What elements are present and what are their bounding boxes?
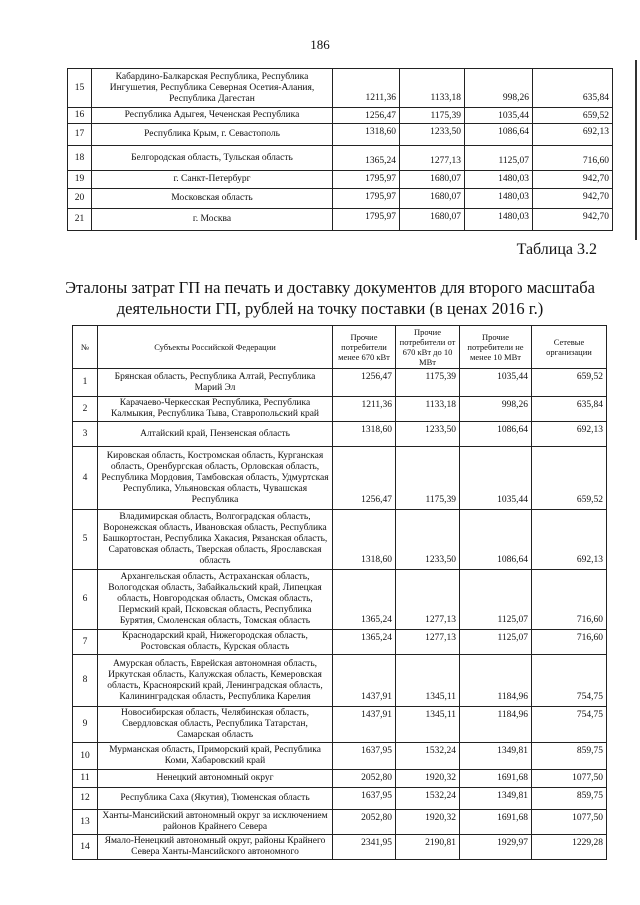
table-row bbox=[73, 810, 607, 835]
column-header: Сетевые организации bbox=[532, 326, 607, 369]
value-cell: 716,60 bbox=[533, 146, 613, 171]
column-header: № bbox=[73, 326, 98, 369]
value-cell: 1345,11 bbox=[396, 655, 460, 707]
value-cell: 1175,39 bbox=[400, 108, 465, 124]
table-row bbox=[73, 835, 607, 860]
subject-cell: г. Санкт-Петербург bbox=[92, 171, 333, 189]
table-row bbox=[68, 69, 613, 108]
value-cell: 1175,39 bbox=[396, 447, 460, 510]
row-number: 7 bbox=[73, 630, 98, 655]
value-cell: 1795,97 bbox=[333, 209, 400, 231]
value-cell: 1233,50 bbox=[396, 422, 460, 447]
value-cell: 942,70 bbox=[533, 209, 613, 231]
row-number: 19 bbox=[68, 171, 92, 189]
table-row bbox=[73, 447, 607, 510]
row-number: 10 bbox=[73, 743, 98, 770]
row-number: 11 bbox=[73, 770, 98, 788]
value-cell: 1318,60 bbox=[333, 124, 400, 146]
value-cell: 635,84 bbox=[532, 397, 607, 422]
page-number: 186 bbox=[310, 37, 330, 52]
row-number: 6 bbox=[73, 570, 98, 630]
value-cell: 859,75 bbox=[532, 743, 607, 770]
subject-cell: Белгородская область, Тульская область bbox=[92, 146, 333, 171]
table-row bbox=[68, 146, 613, 171]
table-row bbox=[73, 788, 607, 810]
row-number: 21 bbox=[68, 209, 92, 231]
value-cell: 1637,95 bbox=[333, 788, 396, 810]
subject-cell: Архангельская область, Астраханская область, Вологодская область, Забайкальский край, Липецкая область, Новгородская область, Омская область, Пермский край, Псковская область, Республика Бурятия, Смоленская область, Томская область bbox=[98, 570, 333, 630]
value-cell: 1349,81 bbox=[460, 743, 532, 770]
table-title: Эталоны затрат ГП на печать и доставку документов для второго масштаба деятельности ГП, рублей на точку поставки (в ценах 2016 г.) bbox=[65, 278, 595, 318]
value-cell: 1035,44 bbox=[460, 369, 532, 397]
value-cell: 1086,64 bbox=[460, 422, 532, 447]
value-cell: 1077,50 bbox=[532, 810, 607, 835]
table-row bbox=[68, 209, 613, 231]
continued-table bbox=[67, 68, 613, 231]
table-row bbox=[73, 707, 607, 743]
value-cell: 1929,97 bbox=[460, 835, 532, 860]
value-cell: 635,84 bbox=[533, 69, 613, 108]
value-cell: 1480,03 bbox=[465, 209, 533, 231]
subject-cell: г. Москва bbox=[92, 209, 333, 231]
value-cell: 1256,47 bbox=[333, 108, 400, 124]
value-cell: 1680,07 bbox=[400, 209, 465, 231]
value-cell: 1256,47 bbox=[333, 447, 396, 510]
value-cell: 659,52 bbox=[532, 447, 607, 510]
value-cell: 659,52 bbox=[532, 369, 607, 397]
table-row bbox=[73, 630, 607, 655]
value-cell: 1480,03 bbox=[465, 171, 533, 189]
value-cell: 1133,18 bbox=[396, 397, 460, 422]
subject-cell: Алтайский край, Пензенская область bbox=[98, 422, 333, 447]
subject-cell: Амурская область, Еврейская автономная область, Иркутская область, Калужская область, Кемеровская область, Красноярский край, Ленинградская область, Калининградская область, Республика Карелия bbox=[98, 655, 333, 707]
subject-cell: Республика Крым, г. Севастополь bbox=[92, 124, 333, 146]
value-cell: 1365,24 bbox=[333, 146, 400, 171]
value-cell: 1318,60 bbox=[333, 510, 396, 570]
value-cell: 1532,24 bbox=[396, 788, 460, 810]
row-number: 13 bbox=[73, 810, 98, 835]
table-row bbox=[68, 108, 613, 124]
value-cell: 1035,44 bbox=[460, 447, 532, 510]
value-cell: 1256,47 bbox=[333, 369, 396, 397]
column-header: Прочие потребители от 670 кВт до 10 МВт bbox=[396, 326, 460, 369]
value-cell: 1637,95 bbox=[333, 743, 396, 770]
table-row bbox=[68, 171, 613, 189]
row-number: 4 bbox=[73, 447, 98, 510]
table-label: Таблица 3.2 bbox=[516, 241, 597, 258]
value-cell: 1125,07 bbox=[460, 570, 532, 630]
value-cell: 1795,97 bbox=[333, 189, 400, 209]
value-cell: 1349,81 bbox=[460, 788, 532, 810]
subject-cell: Кабардино-Балкарская Республика, Республика Ингушетия, Республика Северная Осетия-Алания, Республика Дагестан bbox=[92, 69, 333, 108]
subject-cell: Республика Саха (Якутия), Тюменская область bbox=[98, 788, 333, 810]
value-cell: 998,26 bbox=[465, 69, 533, 108]
value-cell: 1086,64 bbox=[460, 510, 532, 570]
row-number: 3 bbox=[73, 422, 98, 447]
value-cell: 754,75 bbox=[532, 707, 607, 743]
value-cell: 1184,96 bbox=[460, 707, 532, 743]
value-cell: 2052,80 bbox=[333, 770, 396, 788]
value-cell: 1691,68 bbox=[460, 770, 532, 788]
subject-cell: Кировская область, Костромская область, Курганская область, Оренбургская область, Орловская область, Республика Мордовия, Тамбовская область, Удмуртская Республика, Ульяновская область, Чувашская Республика bbox=[98, 447, 333, 510]
value-cell: 1229,28 bbox=[532, 835, 607, 860]
value-cell: 659,52 bbox=[533, 108, 613, 124]
value-cell: 692,13 bbox=[533, 124, 613, 146]
value-cell: 1175,39 bbox=[396, 369, 460, 397]
value-cell: 1125,07 bbox=[465, 146, 533, 171]
benchmark-table bbox=[72, 325, 607, 860]
row-number: 9 bbox=[73, 707, 98, 743]
value-cell: 1133,18 bbox=[400, 69, 465, 108]
table-row bbox=[73, 655, 607, 707]
table-row bbox=[73, 369, 607, 397]
column-header: Прочие потребители менее 670 кВт bbox=[333, 326, 396, 369]
value-cell: 1365,24 bbox=[333, 630, 396, 655]
table-row bbox=[73, 770, 607, 788]
row-number: 17 bbox=[68, 124, 92, 146]
value-cell: 1920,32 bbox=[396, 810, 460, 835]
table-row bbox=[73, 397, 607, 422]
row-number: 18 bbox=[68, 146, 92, 171]
value-cell: 1233,50 bbox=[396, 510, 460, 570]
value-cell: 692,13 bbox=[532, 422, 607, 447]
subject-cell: Московская область bbox=[92, 189, 333, 209]
value-cell: 1277,13 bbox=[400, 146, 465, 171]
scan-edge bbox=[635, 60, 637, 240]
value-cell: 2052,80 bbox=[333, 810, 396, 835]
value-cell: 1211,36 bbox=[333, 69, 400, 108]
subject-cell: Брянская область, Республика Алтай, Республика Марий Эл bbox=[98, 369, 333, 397]
value-cell: 2341,95 bbox=[333, 835, 396, 860]
value-cell: 998,26 bbox=[460, 397, 532, 422]
table-row bbox=[68, 124, 613, 146]
value-cell: 1184,96 bbox=[460, 655, 532, 707]
row-number: 2 bbox=[73, 397, 98, 422]
value-cell: 1086,64 bbox=[465, 124, 533, 146]
value-cell: 942,70 bbox=[533, 171, 613, 189]
row-number: 20 bbox=[68, 189, 92, 209]
row-number: 5 bbox=[73, 510, 98, 570]
table-row bbox=[73, 422, 607, 447]
value-cell: 1277,13 bbox=[396, 570, 460, 630]
row-number: 14 bbox=[73, 835, 98, 860]
subject-cell: Республика Адыгея, Чеченская Республика bbox=[92, 108, 333, 124]
subject-cell: Ненецкий автономный округ bbox=[98, 770, 333, 788]
value-cell: 1345,11 bbox=[396, 707, 460, 743]
table-row bbox=[73, 570, 607, 630]
row-number: 15 bbox=[68, 69, 92, 108]
value-cell: 1480,03 bbox=[465, 189, 533, 209]
table-row bbox=[73, 510, 607, 570]
row-number: 8 bbox=[73, 655, 98, 707]
value-cell: 1277,13 bbox=[396, 630, 460, 655]
subject-cell: Карачаево-Черкесская Республика, Республика Калмыкия, Республика Тыва, Ставропольский край bbox=[98, 397, 333, 422]
value-cell: 716,60 bbox=[532, 630, 607, 655]
value-cell: 1035,44 bbox=[465, 108, 533, 124]
value-cell: 1920,32 bbox=[396, 770, 460, 788]
value-cell: 1680,07 bbox=[400, 171, 465, 189]
value-cell: 1233,50 bbox=[400, 124, 465, 146]
value-cell: 1437,91 bbox=[333, 655, 396, 707]
column-header: Прочие потребители не менее 10 МВт bbox=[460, 326, 532, 369]
value-cell: 716,60 bbox=[532, 570, 607, 630]
value-cell: 1532,24 bbox=[396, 743, 460, 770]
subject-cell: Ямало-Ненецкий автономный округ, районы Крайнего Севера Ханты-Мансийского автономного bbox=[98, 835, 333, 860]
subject-cell: Мурманская область, Приморский край, Республика Коми, Хабаровский край bbox=[98, 743, 333, 770]
value-cell: 1211,36 bbox=[333, 397, 396, 422]
table-row bbox=[68, 189, 613, 209]
value-cell: 1795,97 bbox=[333, 171, 400, 189]
table-row bbox=[73, 743, 607, 770]
value-cell: 754,75 bbox=[532, 655, 607, 707]
value-cell: 1318,60 bbox=[333, 422, 396, 447]
subject-cell: Краснодарский край, Нижегородская область, Ростовская область, Курская область bbox=[98, 630, 333, 655]
value-cell: 1437,91 bbox=[333, 707, 396, 743]
subject-cell: Ханты-Мансийский автономный округ за исключением районов Крайнего Севера bbox=[98, 810, 333, 835]
value-cell: 859,75 bbox=[532, 788, 607, 810]
subject-cell: Владимирская область, Волгоградская область, Воронежская область, Ивановская область, Республика Башкортостан, Республика Хакасия, Рязанская область, Саратовская область, Тверская область, Ярославская область bbox=[98, 510, 333, 570]
subject-cell: Новосибирская область, Челябинская область, Свердловская область, Республика Татарстан, Самарская область bbox=[98, 707, 333, 743]
row-number: 16 bbox=[68, 108, 92, 124]
value-cell: 1680,07 bbox=[400, 189, 465, 209]
value-cell: 2190,81 bbox=[396, 835, 460, 860]
value-cell: 1077,50 bbox=[532, 770, 607, 788]
value-cell: 942,70 bbox=[533, 189, 613, 209]
row-number: 1 bbox=[73, 369, 98, 397]
value-cell: 692,13 bbox=[532, 510, 607, 570]
value-cell: 1125,07 bbox=[460, 630, 532, 655]
column-header: Субъекты Российской Федерации bbox=[98, 326, 333, 369]
row-number: 12 bbox=[73, 788, 98, 810]
value-cell: 1691,68 bbox=[460, 810, 532, 835]
value-cell: 1365,24 bbox=[333, 570, 396, 630]
